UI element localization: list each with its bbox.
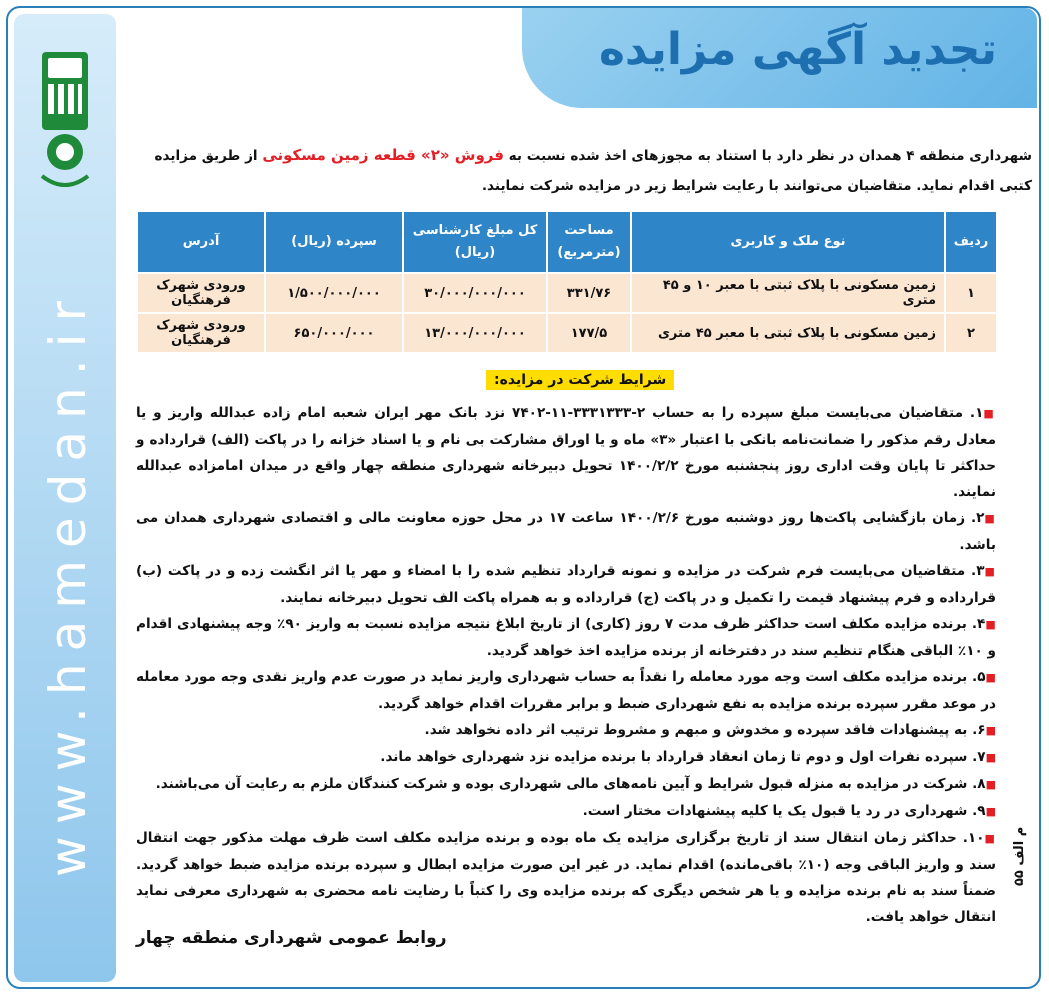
header-row-number: ردیف: [946, 212, 996, 272]
website-url[interactable]: www.hamedan.ir: [39, 288, 97, 878]
conditions-title: شرایط شرکت در مزایده:: [486, 370, 674, 390]
bullet-square-icon: ■: [983, 407, 996, 420]
conditions-list: [136, 400, 996, 930]
sidebar: [14, 14, 116, 982]
bullet-square-icon: ■: [985, 724, 996, 737]
page-title: تجدید آگهی مزایده: [598, 24, 997, 75]
condition-item: [136, 798, 996, 825]
condition-text: ۱. متقاضیان می‌بایست مبلغ سپرده را به حساب ۲-۳۳۳۱۳۳۳-۱۱-۷۴۰۲ نزد بانک مهر ایران شعبه امام زاده عبدالله واریز و یا معادل رقم مذکور را ضمانت‌نامه بانکی با اعتبار «۳» ماه و یا اوراق مشارکت بی نام و یا اسناد خزانه را در پاکت (الف) قرارداده و حداکثر تا پایان وقت اداری روز پنجشنبه مورخ ۱۴۰۰/۲/۲ تحویل دبیرخانه شهرداری منطقه چهار واقع در میدان امامزاده عبدالله نمایند.: [136, 405, 996, 500]
condition-text: ۵. برنده مزایده مکلف است وجه مورد معامله را نقداً به حساب شهرداری واریز نماید در صورت عدم واریز نقدی وجه مورد معامله در موعد مقرر سپرده برنده مزایده به نفع شهرداری ضبط و برابر مقررات اقدام خواهد گردید.: [136, 669, 996, 712]
condition-text: ۴. برنده مزایده مکلف است حداکثر ظرف مدت ۷ روز (کاری) از تاریخ ابلاغ نتیجه مزایده نسبت به واریز ۹۰٪ وجه پیشنهادی اقدام و ۱۰٪ الباقی هنگام تنظیم سند در دفترخانه از برنده مزایده اخذ خواهد گردید.: [136, 616, 996, 659]
condition-item: [136, 664, 996, 717]
condition-item: [136, 825, 996, 930]
cell-address: ورودی شهرک فرهنگیان: [138, 314, 264, 352]
header-address: آدرس: [138, 212, 264, 272]
condition-text: ۹. شهرداری در رد یا قبول یک یا کلیه پیشنهادات مختار است.: [582, 803, 986, 819]
cell-area: ۱۷۷/۵: [548, 314, 630, 352]
cell-property-type: زمین مسکونی با پلاک ثبتی با معبر ۱۰ و ۴۵ متری: [632, 274, 944, 312]
condition-text: ۷. سپرده نفرات اول و دوم تا زمان انعقاد قرارداد با برنده مزایده نزد شهرداری خواهد ماند.: [380, 749, 986, 765]
cell-deposit: ۱/۵۰۰/۰۰۰/۰۰۰: [266, 274, 402, 312]
intro-paragraph: [136, 140, 1032, 201]
condition-item: [136, 771, 996, 798]
condition-text: ۱۰. حداکثر زمان انتقال سند از تاریخ برگزاری مزایده یک ماه بوده و برنده مزایده مکلف است ظرف مهلت مذکور جهت انتقال سند و واریز الباقی وجه (۱۰٪ باقی‌مانده) اقدام نماید. در غیر این صورت مزایده ابطال و سپرده برنده مزایده ضبط خواهد گردید. ضمناً سند به نام برنده مزایده و یا هر شخص دیگری که برنده مزایده وی را کتباً با رضایت نامه محضری به شهرداری معرفی نماید انتقال خواهد یافت.: [136, 830, 997, 925]
bullet-square-icon: ■: [984, 512, 996, 525]
header-deposit: سپرده (ریال): [266, 212, 402, 272]
intro-text-1: شهرداری منطقه ۴ همدان در نظر دارد با استناد به مجوزهای اخذ شده نسبت به: [503, 148, 1032, 164]
condition-item: [136, 717, 996, 744]
condition-item: [136, 400, 996, 505]
condition-text: ۶. به پیشنهادات فاقد سپرده و مخدوش و مبهم و مشروط ترتیب اثر داده نخواهد شد.: [424, 722, 986, 738]
condition-item: [136, 558, 996, 611]
header-banner: [522, 8, 1037, 108]
municipality-logo-icon: [34, 44, 96, 194]
bullet-square-icon: ■: [984, 832, 996, 845]
condition-text: ۲. زمان بازگشایی پاکت‌ها روز دوشنبه مورخ ۱۴۰۰/۲/۶ ساعت ۱۷ در محل حوزه معاونت مالی و اقتصادی شهرداری همدان می باشد.: [136, 510, 996, 553]
table-header-row: [138, 212, 996, 272]
bullet-square-icon: ■: [985, 805, 996, 818]
cell-address: ورودی شهرک فرهنگیان: [138, 274, 264, 312]
bullet-square-icon: ■: [985, 751, 996, 764]
table-row: [138, 314, 996, 352]
condition-text: ۳. متقاضیان می‌بایست فرم شرکت در مزایده و نمونه قرارداد تنظیم شده را با امضاء و مهر یا اثر انگشت زده و در پاکت (ب) قرارداده و فرم پیشنهاد قیمت را تکمیل و در پاکت (ج) قرارداده و به همراه پاکت الف تحویل دبیرخانه نمایند.: [136, 563, 996, 606]
bullet-square-icon: ■: [985, 671, 996, 684]
cell-row-number: ۱: [946, 274, 996, 312]
land-table: [136, 210, 998, 354]
cell-appraisal: ۱۳/۰۰۰/۰۰۰/۰۰۰: [404, 314, 546, 352]
bullet-square-icon: ■: [985, 778, 996, 791]
bullet-square-icon: ■: [984, 565, 996, 578]
footer-signature: روابط عمومی شهرداری منطقه چهار: [136, 928, 447, 948]
cell-property-type: زمین مسکونی با پلاک ثبتی با معبر ۴۵ متری: [632, 314, 944, 352]
ad-code: م الف ۵۵: [1012, 826, 1027, 886]
cell-area: ۳۳۱/۷۶: [548, 274, 630, 312]
bullet-square-icon: ■: [985, 618, 996, 631]
header-property-type: نوع ملک و کاربری: [632, 212, 944, 272]
table-row: [138, 274, 996, 312]
header-area: مساحت (مترمربع): [548, 212, 630, 272]
intro-text-2: از طریق مزایده کتبی اقدام نماید. متقاضیان می‌توانند با رعایت شرایط زیر در مزایده شرکت نمایند.: [154, 148, 1032, 194]
condition-text: ۸. شرکت در مزایده به منزله قبول شرایط و آیین نامه‌های مالی شهرداری بوده و شرکت کنندگان ملزم به رعایت آن می‌باشند.: [155, 776, 986, 792]
cell-appraisal: ۳۰/۰۰۰/۰۰۰/۰۰۰: [404, 274, 546, 312]
cell-deposit: ۶۵۰/۰۰۰/۰۰۰: [266, 314, 402, 352]
condition-item: [136, 505, 996, 558]
intro-highlight: فروش «۲» قطعه زمین مسکونی: [262, 146, 504, 164]
header-appraisal: کل مبلغ کارشناسی (ریال): [404, 212, 546, 272]
cell-row-number: ۲: [946, 314, 996, 352]
condition-item: [136, 611, 996, 664]
condition-item: [136, 744, 996, 771]
